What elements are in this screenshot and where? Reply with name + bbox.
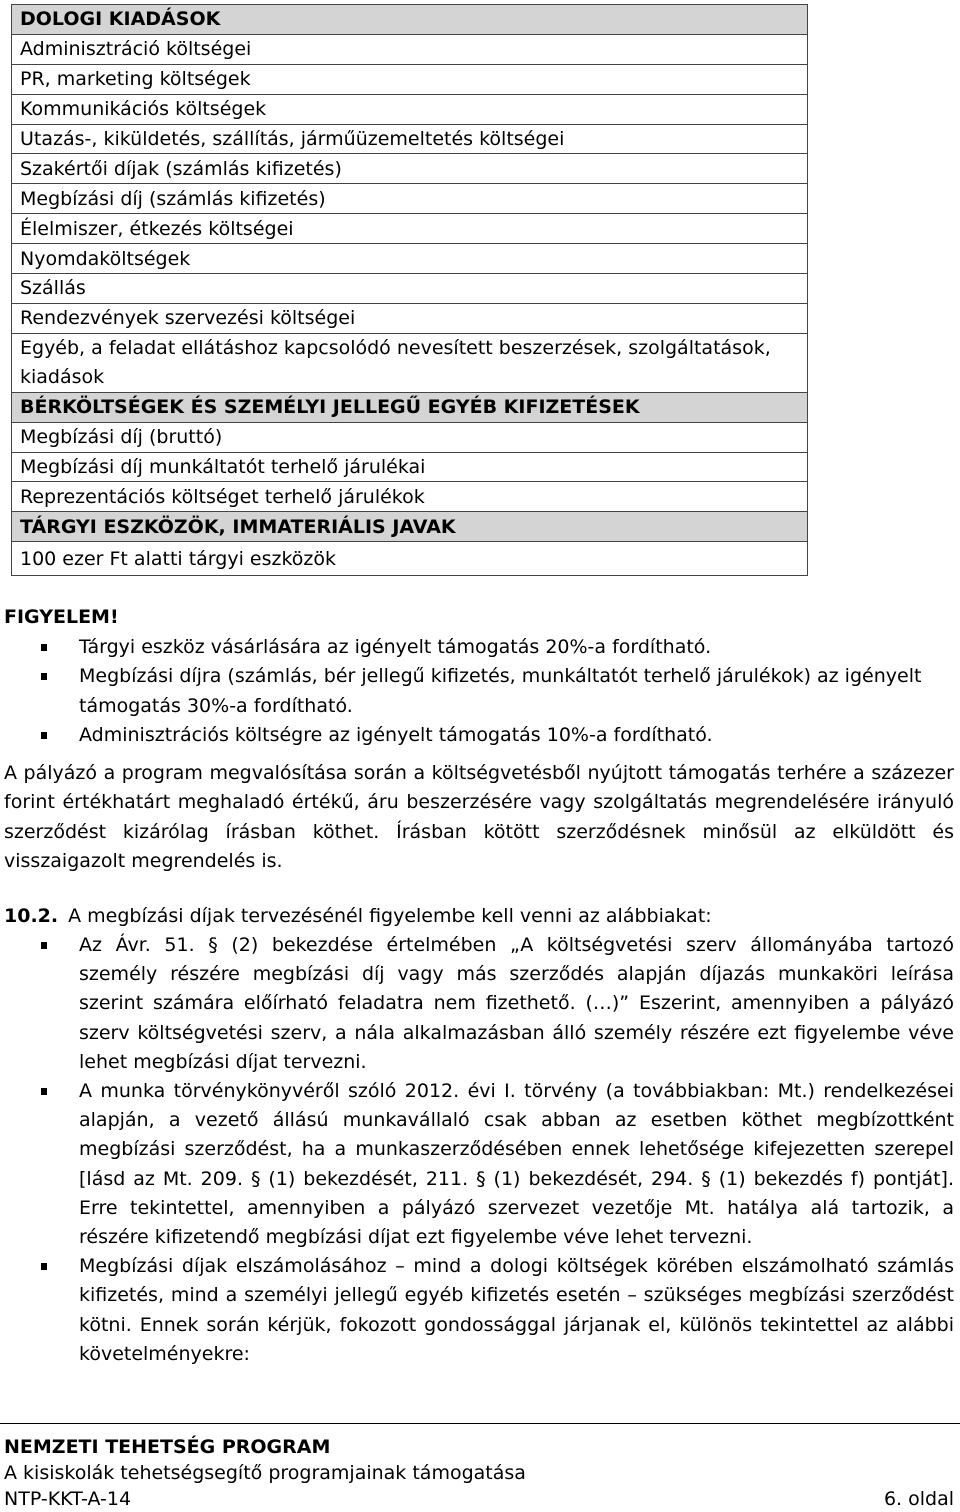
table-row (12, 154, 808, 184)
list-item-text: Adminisztrációs költségre az igényelt támogatás 10%-a fordítható. (79, 723, 713, 746)
table-cell: 100 ezer Ft alatti tárgyi eszközök (12, 542, 808, 576)
table-row (12, 94, 808, 124)
list-item-text: Tárgyi eszköz vásárlására az igényelt támogatás 20%-a fordítható. (79, 636, 712, 658)
page-footer (4, 1434, 954, 1512)
table-cell: Nyomdaköltségek (12, 244, 808, 274)
bullet-square-icon (41, 732, 47, 739)
list-item-text: Az Ávr. 51. § (2) bekezdése értelmében „A költségvetési szerv állományába tartozó személy részére megbízási díj vagy más szerződés alapján díjazás munkaköri leírása szerint számára előírható feladatra nem fizethető. (…)” Eszerint, amennyiben a pályázó szerv költségvetési szerv, a nála alkalmazásban álló személy részére ezt figyelembe véve lehet megbízási díjat tervezni. (79, 934, 954, 1073)
bullet-square-icon (41, 1263, 47, 1270)
list-item (0, 662, 960, 721)
section-title: A megbízási díjak tervezésénél figyelembe kell venni az alábbiakat: (68, 905, 712, 927)
section-bullet-list (0, 931, 960, 1369)
table-row (12, 124, 808, 154)
table-row (12, 303, 808, 333)
page-number: 6. oldal (883, 1488, 954, 1510)
table-cell: Megbízási díj (bruttó) (12, 422, 808, 452)
table-cell: PR, marketing költségek (12, 64, 808, 94)
table-row (12, 422, 808, 452)
footer-subtitle: A kisiskolák tehetségsegítő programjainak támogatása (4, 1462, 526, 1484)
table-cell: Élelmiszer, étkezés költségei (12, 214, 808, 244)
table-row (12, 184, 808, 214)
list-item (0, 1077, 960, 1252)
table-cell: Megbízási díj (számlás kifizetés) (12, 184, 808, 214)
table-cell: Kommunikációs költségek (12, 94, 808, 124)
list-item (0, 633, 960, 662)
table-cell: Adminisztráció költségei (12, 34, 808, 64)
list-item (0, 721, 960, 750)
warning-list (0, 633, 960, 750)
table-row (12, 482, 808, 512)
footer-program-name: NEMZETI TEHETSÉG PROGRAM (4, 1436, 331, 1458)
table-cell: Szakértői díjak (számlás kifizetés) (12, 154, 808, 184)
table-row (12, 333, 808, 392)
section-heading (4, 902, 712, 931)
bullet-square-icon (41, 942, 47, 949)
bullet-square-icon (41, 673, 47, 680)
procurement-paragraph: A pályázó a program megvalósítása során a költségvetésből nyújtott támogatás terhére a százezer forint értékhatárt meghaladó értékű, áru beszerzésére vagy szolgáltatás megrendelésére irányuló szerződést kizárólag írásban köthet. Írásban kötött szerződésnek minősül az elküldött és visszaigazolt megrendelés is. (4, 762, 954, 872)
table-row (12, 512, 808, 542)
list-item-text: Megbízási díjra (számlás, bér jellegű kifizetés, munkáltatót terhelő járulékok) az igényelt támogatás 30%-a fordítható. (79, 665, 922, 717)
table-row (12, 452, 808, 482)
list-item (0, 931, 960, 1077)
table-row (12, 34, 808, 64)
table-section-heading: BÉRKÖLTSÉGEK ÉS SZEMÉLYI JELLEGŰ EGYÉB KIFIZETÉSEK (12, 392, 808, 422)
section-number: 10.2. (4, 905, 59, 927)
list-item-text: A munka törvénykönyvéről szóló 2012. évi I. törvény (a továbbiakban: Mt.) rendelkezései alapján, a vezető állású munkavállaló csak abban az esetben köthet megbízottként megbízási szerződést, ha a munkaszerződésében ennek lehetősége kifejezetten szerepel [lásd az Mt. 209. § (1) bekezdését, 211. § (1) bekezdését, 294. § (1) bekezdés f) pontját]. Erre tekintettel, amennyiben a pályázó szervezet vezetője Mt. hatálya alá tartozik, a részére kifizetendő megbízási díjat ezt figyelembe véve lehet tervezni. (79, 1080, 954, 1249)
table-row (12, 64, 808, 94)
table-row (12, 274, 808, 304)
table-row (12, 392, 808, 422)
bullet-square-icon (41, 1088, 47, 1095)
table-section-heading: DOLOGI KIADÁSOK (12, 5, 808, 35)
table-row (12, 542, 808, 576)
table-cell: Megbízási díj munkáltatót terhelő járulékai (12, 452, 808, 482)
cost-category-table (11, 4, 808, 576)
footer-code: NTP-KKT-A-14 (4, 1488, 132, 1510)
table-cell: Reprezentációs költséget terhelő járulékok (12, 482, 808, 512)
table-cell: Szállás (12, 274, 808, 304)
table-cell: Egyéb, a feladat ellátáshoz kapcsolódó nevesített beszerzések, szolgáltatások, kiadások (12, 333, 808, 392)
table-row (12, 214, 808, 244)
footer-divider (0, 1423, 960, 1424)
bullet-square-icon (41, 644, 47, 651)
list-item-text: Megbízási díjak elszámolásához – mind a dologi költségek körében elszámolható számlás kifizetés, mind a személyi jellegű egyéb kifizetés esetén – szükséges megbízási szerződést kötni. Ennek során kérjük, fokozott gondossággal járjanak el, különös tekintettel az alábbi követelményekre: (79, 1255, 954, 1365)
table-row (12, 244, 808, 274)
footer-meta-row (4, 1486, 954, 1512)
table-row (12, 5, 808, 35)
table-cell: Rendezvények szervezési költségei (12, 303, 808, 333)
list-item (0, 1252, 960, 1369)
table-cell: Utazás-, kiküldetés, szállítás, járműüzemeltetés költségei (12, 124, 808, 154)
table-section-heading: TÁRGYI ESZKÖZÖK, IMMATERIÁLIS JAVAK (12, 512, 808, 542)
warning-title: FIGYELEM! (4, 606, 119, 628)
cost-table-body (12, 5, 808, 576)
